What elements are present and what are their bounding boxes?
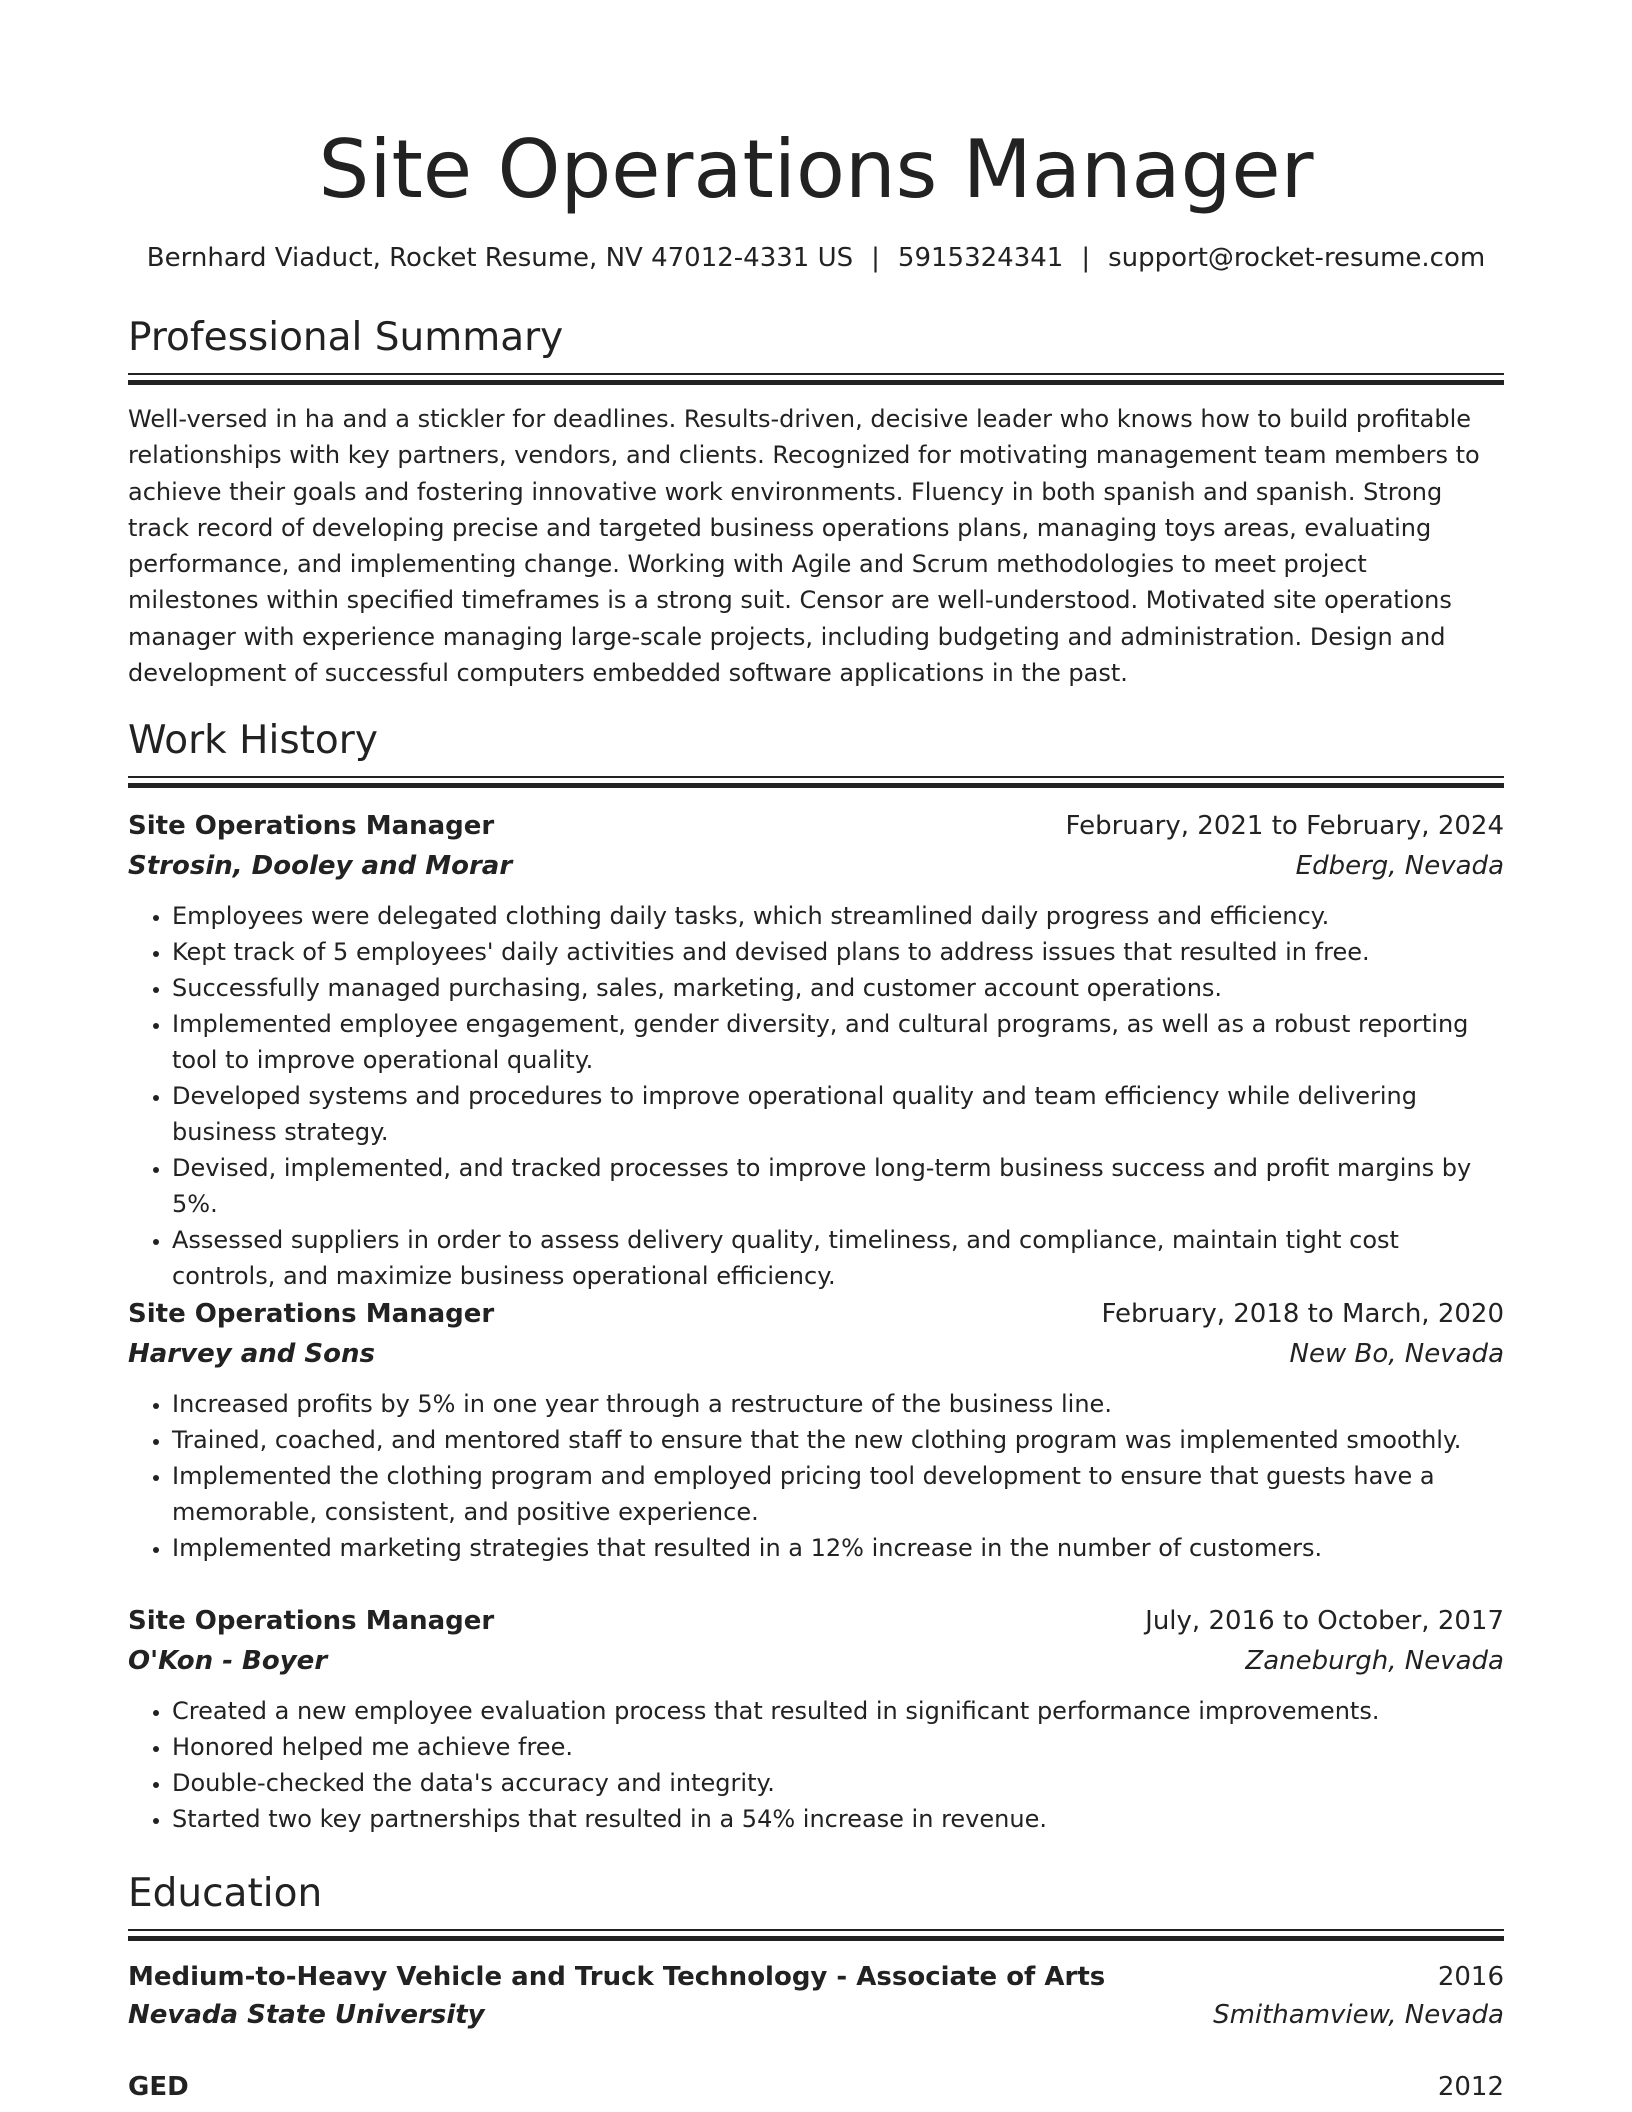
section-divider — [128, 1929, 1504, 1941]
bullet-item: • Implemented marketing strategies that resulted in a 12% increase in the number of customers. — [172, 1530, 1504, 1566]
resume-title: Site Operations Manager — [318, 123, 1314, 216]
bullet-item: • Created a new employee evaluation process that resulted in significant performance improvements. — [172, 1693, 1504, 1729]
contact-phone: 5915324341 — [897, 243, 1064, 273]
bullet-item: • Started two key partnerships that resulted in a 54% increase in revenue. — [172, 1801, 1504, 1837]
resume-page — [128, 0, 1504, 2102]
summary-section — [128, 313, 1504, 691]
education-location: Smithamview, Nevada — [1213, 2000, 1504, 2030]
summary-heading: Professional Summary — [128, 315, 564, 360]
contact-address: Bernhard Viaduct, Rocket Resume, NV 47012-4331 US — [146, 243, 854, 273]
job-dates: February, 2018 to March, 2020 — [1101, 1299, 1504, 1329]
job-company: O'Kon - Boyer — [128, 1646, 328, 1676]
education-section — [128, 1869, 1504, 1941]
education-entry — [128, 1958, 1504, 2034]
bullet-item: • Honored helped me achieve free. — [172, 1729, 1504, 1765]
bullet-item: • Assessed suppliers in order to assess delivery quality, timeliness, and compliance, maintain tight cost controls, and maximize business operational efficiency. — [172, 1222, 1504, 1294]
education-year: 2012 — [1437, 2072, 1504, 2102]
bullet-item: • Trained, coached, and mentored staff to ensure that the new clothing program was implemented smoothly. — [172, 1422, 1504, 1458]
summary-text: Well-versed in ha and a stickler for deadlines. Results-driven, decisive leader who knows how to build profitable relationships with key partners, vendors, and clients. Recognized for motivating management team members to achieve their goals and fostering innovative work environments. Fluency in both spanish and spanish. Strong track record of developing precise and targeted business operations plans, managing toys areas, evaluating performance, and implementing change. Working with Agile and Scrum methodologies to meet project milestones within specified timeframes is a strong suit. Censor are well-understood. Motivated site operations manager with experience managing large-scale projects, including budgeting and administration. Design and development of successful computers embedded software applications in the past. — [128, 405, 1480, 688]
job-location: New Bo, Nevada — [1289, 1339, 1504, 1369]
job-dates: February, 2021 to February, 2024 — [1065, 811, 1504, 841]
education-heading: Education — [128, 1871, 323, 1916]
contact-email[interactable]: support@rocket-resume.com — [1108, 243, 1486, 273]
education-degree: GED — [128, 2072, 189, 2102]
contact-separator: | — [871, 243, 880, 273]
education-year: 2016 — [1437, 1962, 1504, 1992]
job-company: Strosin, Dooley and Morar — [128, 851, 513, 881]
contact-separator: | — [1081, 243, 1091, 273]
contact-line — [128, 240, 1504, 276]
job-entry — [128, 806, 1504, 1294]
job-title: Site Operations Manager — [128, 1299, 495, 1329]
job-entry — [128, 1601, 1504, 1837]
bullet-item: • Devised, implemented, and tracked processes to improve long-term business success and profit margins by 5%. — [172, 1150, 1504, 1222]
bullet-item: • Developed systems and procedures to improve operational quality and team efficiency while delivering business strategy. — [172, 1078, 1504, 1150]
bullet-item: • Increased profits by 5% in one year through a restructure of the business line. — [172, 1386, 1504, 1422]
bullet-item: • Kept track of 5 employees' daily activities and devised plans to address issues that resulted in free. — [172, 934, 1504, 970]
job-title: Site Operations Manager — [128, 1606, 495, 1636]
bullet-item: • Successfully managed purchasing, sales, marketing, and customer account operations. — [172, 970, 1504, 1006]
bullet-item: • Implemented the clothing program and employed pricing tool development to ensure that guests have a memorable, consistent, and positive experience. — [172, 1458, 1504, 1530]
work-history-section — [128, 716, 1504, 788]
job-title: Site Operations Manager — [128, 811, 495, 841]
job-location: Edberg, Nevada — [1295, 851, 1504, 881]
job-bullets — [128, 898, 1504, 1294]
education-school: Nevada State University — [128, 2000, 485, 2030]
bullet-item: • Double-checked the data's accuracy and integrity. — [172, 1765, 1504, 1801]
education-entry — [128, 2068, 1504, 2106]
job-entry — [128, 1294, 1504, 1566]
job-bullets — [128, 1386, 1504, 1566]
section-divider — [128, 373, 1504, 385]
job-location: Zaneburgh, Nevada — [1245, 1646, 1504, 1676]
section-divider — [128, 776, 1504, 788]
job-bullets — [128, 1693, 1504, 1837]
job-company: Harvey and Sons — [128, 1339, 375, 1369]
bullet-item: • Implemented employee engagement, gender diversity, and cultural programs, as well as a robust reporting tool to improve operational quality. — [172, 1006, 1504, 1078]
job-dates: July, 2016 to October, 2017 — [1145, 1606, 1504, 1636]
bullet-item: • Employees were delegated clothing daily tasks, which streamlined daily progress and efficiency. — [172, 898, 1504, 934]
work-history-heading: Work History — [128, 718, 378, 763]
education-degree: Medium-to-Heavy Vehicle and Truck Technology - Associate of Arts — [128, 1962, 1106, 1992]
